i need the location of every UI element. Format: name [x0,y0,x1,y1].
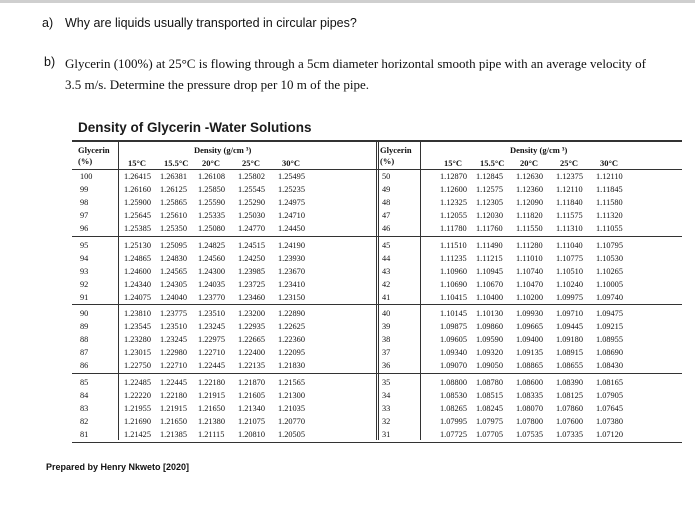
right-density-cell: 1.08245 [476,403,503,413]
left-density-cell: 1.24560 [198,253,225,263]
left-percent-separator [118,142,119,440]
left-density-cell: 1.26125 [160,185,187,195]
left-percent-cell: 82 [80,416,89,426]
left-density-cell: 1.24300 [198,266,225,276]
right-density-cell: 1.11055 [596,224,623,234]
left-density-cell: 1.26415 [124,172,151,181]
left-percent-cell: 98 [80,198,89,208]
left-density-cell: 1.23810 [124,309,151,318]
left-density-cell: 1.22400 [238,348,265,358]
right-density-cell: 1.12055 [440,211,467,221]
left-density-cell: 1.26381 [160,172,187,181]
right-density-cell: 1.09400 [516,335,543,345]
right-percent-cell: 36 [382,361,391,371]
left-density-cell: 1.22360 [278,335,305,345]
right-percent-separator [420,142,421,440]
left-density-cell: 1.25095 [160,240,187,250]
left-density-cell: 1.25290 [238,198,265,208]
left-density-cell: 1.22135 [238,361,265,371]
left-density-cell: 1.21075 [238,416,265,426]
right-density-cell: 1.10510 [556,266,583,276]
right-density-cell: 1.11780 [440,224,467,234]
right-density-cell: 1.07645 [596,403,623,413]
left-density-cell: 1.21650 [198,403,225,413]
right-density-cell: 1.09320 [476,348,503,358]
left-density-cell: 1.21690 [124,416,151,426]
right-density-cell: 1.08865 [516,361,543,371]
left-percent-cell: 100 [80,172,93,181]
left-density-cell: 1.22935 [238,322,265,332]
right-temp-header: 20°C [520,158,539,168]
left-density-cell: 1.21605 [238,390,265,400]
left-percent-cell: 94 [80,253,89,263]
right-density-cell: 1.08780 [476,377,503,387]
left-density-cell: 1.22710 [160,361,187,371]
right-density-cell: 1.09215 [596,322,623,332]
left-density-cell: 1.24035 [198,279,225,289]
left-density-cell: 1.20770 [278,416,305,426]
question-b-label: b) [44,55,56,69]
group-rule [72,236,682,237]
left-density-cell: 1.24770 [238,224,265,234]
left-density-cell: 1.25130 [124,240,151,250]
right-density-cell: 1.11845 [596,185,623,195]
left-percent-cell: 91 [80,292,89,302]
right-density-cell: 1.10005 [596,279,623,289]
right-density-cell: 1.11215 [476,253,503,263]
right-density-cell: 1.08165 [596,377,623,387]
left-density-cell: 1.23410 [278,279,305,289]
right-percent-cell: 41 [382,292,391,302]
left-density-cell: 1.21115 [198,429,225,439]
left-density-cell: 1.24825 [198,240,225,250]
right-density-cell: 1.08390 [556,377,583,387]
right-density-cell: 1.12845 [476,172,503,181]
left-density-cell: 1.22750 [124,361,151,371]
left-density-cell: 1.25802 [238,172,265,181]
right-temp-header: 30°C [600,158,619,168]
right-percent-cell: 32 [382,416,391,426]
right-percent-cell: 47 [382,211,391,221]
left-percent-cell: 84 [80,390,89,400]
right-percent-cell: 50 [382,172,391,181]
right-density-cell: 1.11760 [476,224,503,234]
right-density-cell: 1.12090 [516,198,543,208]
left-density-cell: 1.25080 [198,224,225,234]
left-density-cell: 1.20810 [238,429,265,439]
left-percent-cell: 86 [80,361,89,371]
right-percent-cell: 42 [382,279,391,289]
left-density-cell: 1.24710 [278,211,305,221]
left-density-cell: 1.21035 [278,403,305,413]
right-density-cell: 1.10670 [476,279,503,289]
left-temp-header: 25°C [242,158,261,168]
right-density-cell: 1.11235 [440,253,467,263]
right-percent-cell: 45 [382,240,391,250]
right-density-cell: 1.09740 [596,292,623,302]
right-density-cell: 1.12325 [440,198,467,208]
left-density-cell: 1.24515 [238,240,265,250]
credit-text: Prepared by Henry Nkweto [2020] [46,462,190,472]
right-density-cell: 1.10690 [440,279,467,289]
left-density-cell: 1.21870 [238,377,265,387]
right-density-cell: 1.12030 [476,211,503,221]
right-density-cell: 1.10415 [440,292,467,302]
left-density-cell: 1.23245 [160,335,187,345]
left-density-cell: 1.22220 [124,390,151,400]
right-density-cell: 1.11280 [516,240,543,250]
right-density-cell: 1.11550 [516,224,543,234]
right-density-cell: 1.09445 [556,322,583,332]
left-density-cell: 1.25350 [160,224,187,234]
right-density-cell: 1.10960 [440,266,467,276]
right-density-cell: 1.08955 [596,335,623,345]
right-percent-cell: 38 [382,335,391,345]
left-percent-cell: 88 [80,335,89,345]
left-density-cell: 1.25900 [124,198,151,208]
right-density-cell: 1.09070 [440,361,467,371]
right-col-glycerin-header: Glycerin [380,145,412,155]
right-col-percent-header: (%) [380,156,395,166]
left-density-cell: 1.22180 [198,377,225,387]
left-density-cell: 1.22890 [278,309,305,318]
right-density-cell: 1.09180 [556,335,583,345]
left-density-cell: 1.22485 [124,377,151,387]
right-density-cell: 1.09605 [440,335,467,345]
right-density-cell: 1.08915 [556,348,583,358]
right-density-cell: 1.07975 [476,416,503,426]
right-density-cell: 1.09665 [516,322,543,332]
right-density-cell: 1.12110 [556,185,583,195]
right-density-cell: 1.08070 [516,403,543,413]
right-density-cell: 1.07380 [596,416,623,426]
right-density-cell: 1.11575 [556,211,583,221]
left-density-cell: 1.24340 [124,279,151,289]
left-col-percent-header: (%) [78,156,93,166]
left-density-cell: 1.25385 [124,224,151,234]
right-density-cell: 1.12600 [440,185,467,195]
right-density-cell: 1.10130 [476,309,503,318]
left-density-cell: 1.24075 [124,292,151,302]
right-density-cell: 1.07600 [556,416,583,426]
right-density-cell: 1.11840 [556,198,583,208]
right-density-cell: 1.09590 [476,335,503,345]
right-density-cell: 1.10200 [516,292,543,302]
right-density-cell: 1.12630 [516,172,543,181]
left-percent-cell: 89 [80,322,89,332]
left-density-cell: 1.23725 [238,279,265,289]
left-percent-cell: 95 [80,240,89,250]
left-density-cell: 1.24250 [238,253,265,263]
right-density-cell: 1.11580 [596,198,623,208]
left-density-cell: 1.24450 [278,224,305,234]
header-rule [72,169,682,170]
right-density-cell: 1.09340 [440,348,467,358]
question-a-text: Why are liquids usually transported in circular pipes? [65,16,357,30]
right-temp-header: 15°C [444,158,463,168]
right-density-cell: 1.12575 [476,185,503,195]
right-density-cell: 1.10145 [440,309,467,318]
left-density-cell: 1.24565 [160,266,187,276]
left-temp-header: 15°C [128,158,147,168]
group-rule [72,304,682,305]
right-density-cell: 1.07995 [440,416,467,426]
left-density-cell: 1.23985 [238,266,265,276]
left-percent-cell: 83 [80,403,89,413]
right-density-cell: 1.11320 [596,211,623,221]
right-density-cell: 1.09860 [476,322,503,332]
left-density-cell: 1.25235 [278,185,305,195]
left-density-cell: 1.21565 [278,377,305,387]
right-density-cell: 1.09975 [556,292,583,302]
right-density-cell: 1.08530 [440,390,467,400]
left-col-glycerin-header: Glycerin [78,145,110,155]
right-percent-cell: 48 [382,198,391,208]
left-density-cell: 1.23510 [198,309,225,318]
right-density-cell: 1.10775 [556,253,583,263]
right-density-cell: 1.07800 [516,416,543,426]
right-temp-header: 25°C [560,158,579,168]
right-density-cell: 1.12110 [596,172,623,181]
left-density-cell: 1.24600 [124,266,151,276]
right-percent-cell: 37 [382,348,391,358]
left-density-cell: 1.21955 [124,403,151,413]
right-density-cell: 1.11510 [440,240,467,250]
right-density-cell: 1.08515 [476,390,503,400]
right-density-cell: 1.12360 [516,185,543,195]
right-percent-cell: 40 [382,309,391,318]
left-percent-cell: 93 [80,266,89,276]
right-density-cell: 1.11490 [476,240,503,250]
left-density-cell: 1.25865 [160,198,187,208]
left-density-cell: 1.22710 [198,348,225,358]
right-density-cell: 1.08265 [440,403,467,413]
right-density-cell: 1.08335 [516,390,543,400]
right-percent-cell: 33 [382,403,391,413]
left-density-cell: 1.21830 [278,361,305,371]
left-density-cell: 1.21385 [160,429,187,439]
left-density-cell: 1.25610 [160,211,187,221]
right-density-cell: 1.11040 [556,240,583,250]
left-density-cell: 1.26160 [124,185,151,195]
right-density-cell: 1.07725 [440,429,467,439]
center-divider-inner [378,142,379,440]
right-density-cell: 1.10945 [476,266,503,276]
right-density-cell: 1.09875 [440,322,467,332]
left-density-cell: 1.20505 [278,429,305,439]
right-density-cell: 1.10740 [516,266,543,276]
left-density-cell: 1.21380 [198,416,225,426]
right-density-cell: 1.09475 [596,309,623,318]
left-density-cell: 1.22975 [198,335,225,345]
right-density-cell: 1.11820 [516,211,543,221]
right-density-cell: 1.07705 [476,429,503,439]
left-density-cell: 1.23245 [198,322,225,332]
right-density-cell: 1.08655 [556,361,583,371]
left-density-cell: 1.22445 [198,361,225,371]
left-density-cell: 1.25645 [124,211,151,221]
left-density-cell: 1.23930 [278,253,305,263]
left-density-cell: 1.26108 [198,172,225,181]
right-density-cell: 1.11010 [516,253,543,263]
right-density-cell: 1.12870 [440,172,467,181]
left-percent-cell: 81 [80,429,89,439]
left-density-cell: 1.22665 [238,335,265,345]
left-density-cell: 1.24830 [160,253,187,263]
left-density-cell: 1.25030 [238,211,265,221]
density-table [72,140,682,443]
right-density-cell: 1.08430 [596,361,623,371]
left-density-cell: 1.25590 [198,198,225,208]
right-density-cell: 1.08125 [556,390,583,400]
left-density-cell: 1.23545 [124,322,151,332]
left-percent-cell: 99 [80,185,89,195]
right-percent-cell: 39 [382,322,391,332]
right-density-cell: 1.12375 [556,172,583,181]
left-density-cell: 1.23015 [124,348,151,358]
left-density-cell: 1.25850 [198,185,225,195]
left-density-cell: 1.23670 [278,266,305,276]
question-a-label: a) [42,16,54,30]
right-density-cell: 1.09710 [556,309,583,318]
left-percent-cell: 96 [80,224,89,234]
left-density-cell: 1.24305 [160,279,187,289]
right-density-cell: 1.10795 [596,240,623,250]
left-density-cell: 1.21425 [124,429,151,439]
left-density-cell: 1.23775 [160,309,187,318]
left-density-cell: 1.23510 [160,322,187,332]
left-density-cell: 1.24865 [124,253,151,263]
table-title: Density of Glycerin -Water Solutions [78,120,312,135]
right-density-cell: 1.09135 [516,348,543,358]
right-density-cell: 1.12305 [476,198,503,208]
left-density-cell: 1.23200 [238,309,265,318]
right-density-cell: 1.07535 [516,429,543,439]
left-density-cell: 1.22625 [278,322,305,332]
left-temp-header: 30°C [282,158,301,168]
left-density-cell: 1.24190 [278,240,305,250]
left-density-cell: 1.25335 [198,211,225,221]
right-density-cell: 1.10240 [556,279,583,289]
center-divider [376,142,377,440]
right-percent-cell: 43 [382,266,391,276]
left-density-cell: 1.21650 [160,416,187,426]
left-density-cell: 1.23150 [278,292,305,302]
left-temp-header: 15.5°C [164,158,189,168]
right-percent-cell: 49 [382,185,391,195]
right-percent-cell: 34 [382,390,391,400]
left-density-cell: 1.21340 [238,403,265,413]
left-percent-cell: 97 [80,211,89,221]
left-density-cell: 1.21300 [278,390,305,400]
left-percent-cell: 85 [80,377,89,387]
left-col-density-header: Density (g/cm ³) [194,145,252,155]
left-density-cell: 1.23280 [124,335,151,345]
left-density-cell: 1.25495 [278,172,305,181]
left-density-cell: 1.23770 [198,292,225,302]
top-divider [0,0,695,3]
left-density-cell: 1.22095 [278,348,305,358]
right-density-cell: 1.07335 [556,429,583,439]
right-density-cell: 1.10470 [516,279,543,289]
left-density-cell: 1.24040 [160,292,187,302]
left-percent-cell: 90 [80,309,89,318]
right-density-cell: 1.10400 [476,292,503,302]
right-density-cell: 1.09050 [476,361,503,371]
group-rule [72,373,682,374]
right-percent-cell: 46 [382,224,391,234]
right-density-cell: 1.10265 [596,266,623,276]
right-percent-cell: 31 [382,429,391,439]
left-density-cell: 1.23460 [238,292,265,302]
right-density-cell: 1.11310 [556,224,583,234]
left-density-cell: 1.24975 [278,198,305,208]
left-temp-header: 20°C [202,158,221,168]
right-percent-cell: 44 [382,253,391,263]
right-density-cell: 1.07120 [596,429,623,439]
left-density-cell: 1.25545 [238,185,265,195]
left-density-cell: 1.22980 [160,348,187,358]
left-percent-cell: 87 [80,348,89,358]
question-b-text: Glycerin (100%) at 25°C is flowing through a 5cm diameter horizontal smooth pipe with an average velocity of 3.5 m/s. Determine the pressure drop per 10 m of the pipe. [65,56,647,92]
left-percent-cell: 92 [80,279,89,289]
right-density-cell: 1.07860 [556,403,583,413]
left-density-cell: 1.22445 [160,377,187,387]
right-density-cell: 1.08690 [596,348,623,358]
right-density-cell: 1.09930 [516,309,543,318]
left-density-cell: 1.22180 [160,390,187,400]
right-temp-header: 15.5°C [480,158,505,168]
right-col-density-header: Density (g/cm ³) [510,145,568,155]
right-density-cell: 1.08800 [440,377,467,387]
right-density-cell: 1.10530 [596,253,623,263]
left-density-cell: 1.21915 [198,390,225,400]
left-density-cell: 1.21915 [160,403,187,413]
right-density-cell: 1.08600 [516,377,543,387]
right-density-cell: 1.07905 [596,390,623,400]
right-percent-cell: 35 [382,377,391,387]
